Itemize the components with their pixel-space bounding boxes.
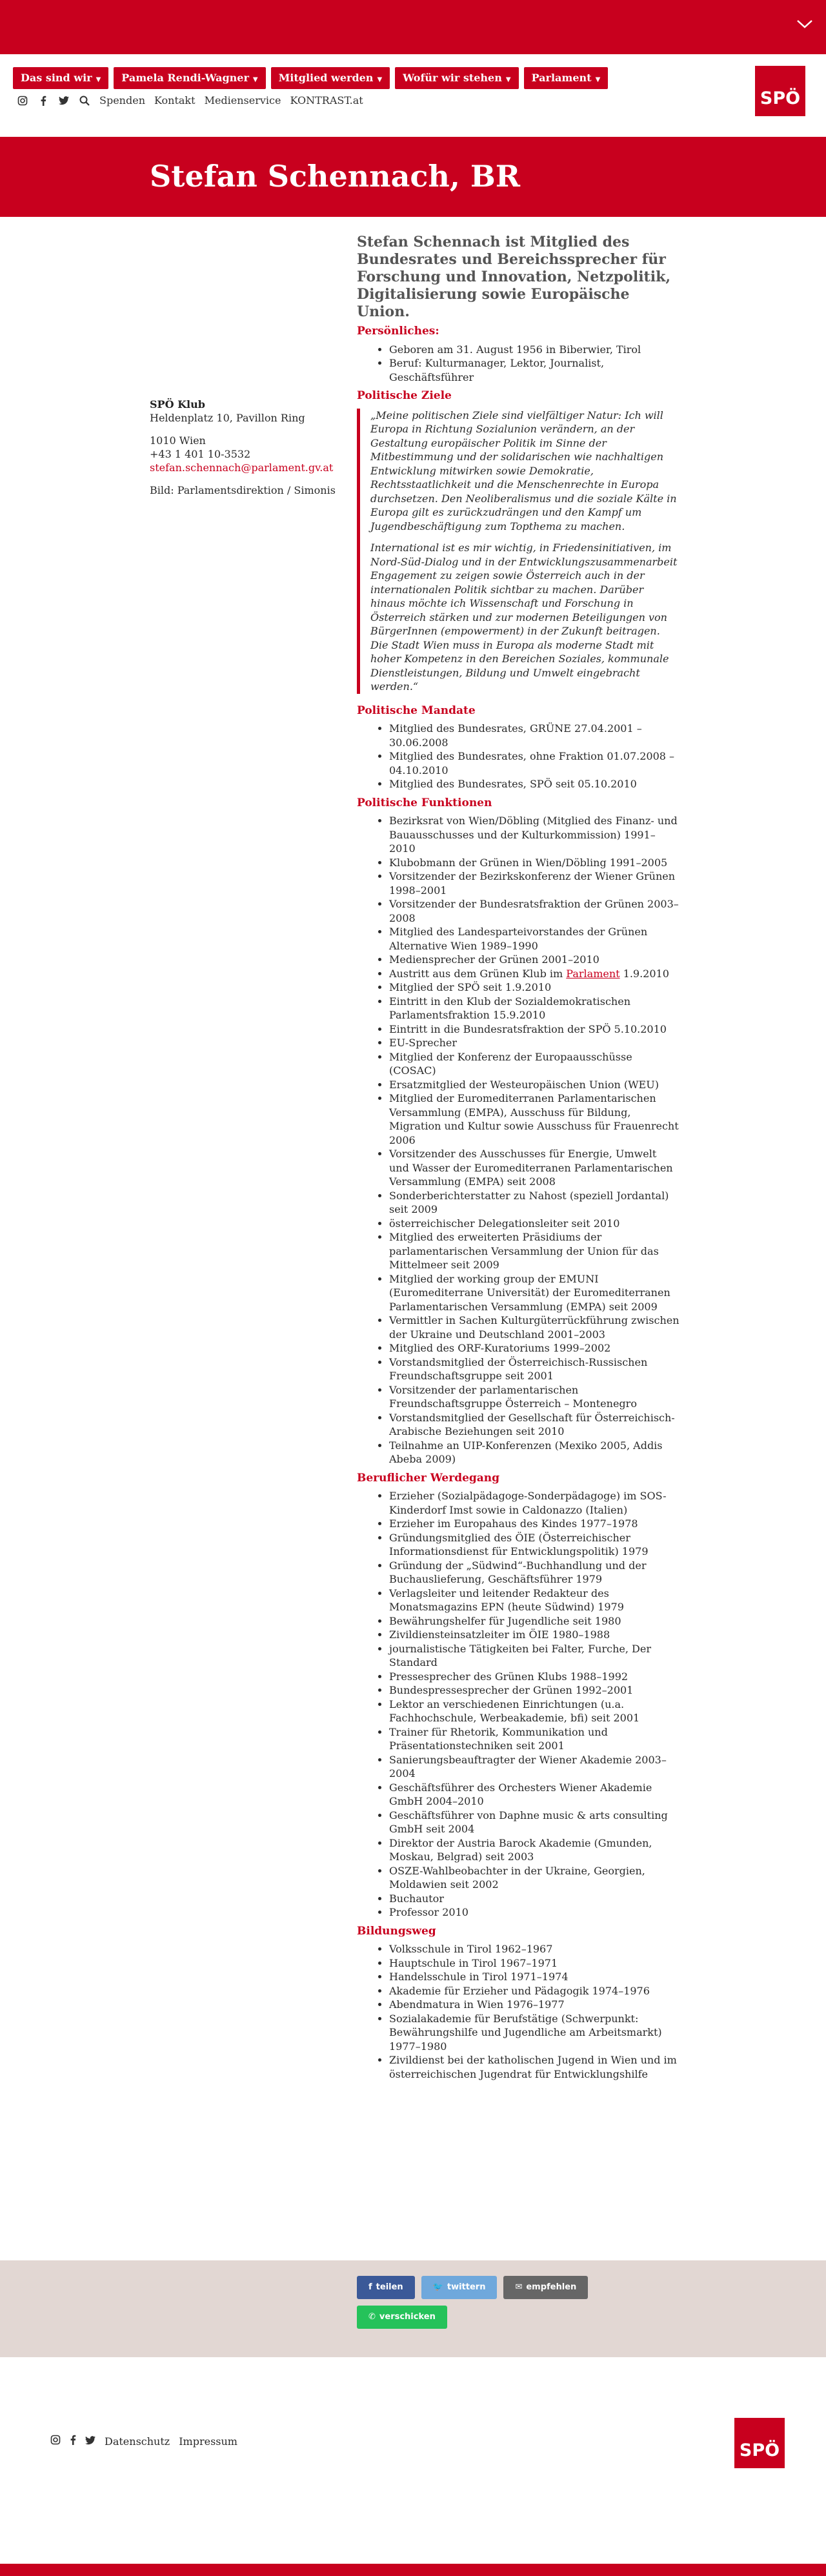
chevron-down-icon: ▼ xyxy=(505,76,511,83)
contact-email[interactable]: stefan.schennach@parlament.gv.at xyxy=(150,461,334,474)
main-content xyxy=(0,217,826,2257)
nav-item-label: Wofür wir stehen xyxy=(403,72,502,84)
list-item: • Mitglied der working group der EMUNI (Euromediterrane Universität) der Euromediterranen Parlamentarischen Versammlung (EMPA) seit 2009 xyxy=(389,1272,680,1314)
nav-item-parlament[interactable] xyxy=(524,67,609,89)
list-item: • Vorsitzender der Bundesratsfraktion der Grünen 2003–2008 xyxy=(389,897,680,925)
list-item: • Erzieher im Europahaus des Kindes 1977–1978 xyxy=(389,1517,680,1531)
list-item: • Handelsschule in Tirol 1971–1974 xyxy=(389,1970,680,1984)
footer-link-datenschutz[interactable]: Datenschutz xyxy=(105,2435,170,2448)
section-title-education: Bildungsweg xyxy=(357,1924,436,1938)
nav-item-pamela-rendi-wagner[interactable] xyxy=(114,67,265,89)
list-item: • Beruf: Kulturmanager, Lektor, Journalist, Geschäftsführer xyxy=(389,356,680,384)
list-item: • Mitglied des erweiterten Präsidiums der parlamentarischen Versammlung der Union für das Mittelmeer seit 2009 xyxy=(389,1230,680,1272)
section-title-mandates: Politische Mandate xyxy=(357,704,476,717)
list-item: • Erzieher (Sozialpädagoge-Sonderpädagoge) im SOS-Kinderdorf Imst sowie in Caldonazzo (Italien) xyxy=(389,1489,680,1517)
footer-spoe-logo[interactable]: SPÖ xyxy=(734,2418,785,2468)
list-item: • Vorstandsmitglied der Gesellschaft für Österreichisch-Arabische Beziehungen seit 2010 xyxy=(389,1411,680,1439)
sub-nav xyxy=(17,94,363,106)
list-item: • OSZE-Wahlbeobachter in der Ukraine, Georgien, Moldawien seit 2002 xyxy=(389,1864,680,1892)
nav-item-label: Parlament xyxy=(531,72,592,84)
share-whatsapp-label: verschicken xyxy=(379,2312,436,2322)
share-twitter-label: twittern xyxy=(447,2282,486,2292)
list-item: • Lektor an verschiedenen Einrichtungen (u.a. Fachhochschule, Werbeakademie, bfi) seit 2001 xyxy=(389,1698,680,1725)
list-item: • Gründungsmitglied des ÖIE (Österreichischer Informationsdienst für Entwicklungspolitik) 1979 xyxy=(389,1531,680,1559)
mandates-list xyxy=(357,722,680,791)
list-item: • Ersatzmitglied der Westeuropäischen Union (WEU) xyxy=(389,1078,680,1092)
page-title: Stefan Schennach, BR xyxy=(150,159,521,194)
chevron-down-icon[interactable] xyxy=(795,14,814,34)
share-email-button[interactable] xyxy=(503,2276,588,2299)
career-list xyxy=(357,1489,680,1920)
share-facebook-button[interactable] xyxy=(357,2276,415,2299)
share-facebook-label: teilen xyxy=(376,2282,403,2292)
twitter-icon[interactable] xyxy=(85,2435,96,2448)
list-item: • Pressesprecher des Grünen Klubs 1988–1992 xyxy=(389,1670,680,1684)
section-title-functions: Politische Funktionen xyxy=(357,796,492,809)
page-hero xyxy=(0,137,826,217)
list-item: • Eintritt in den Klub der Sozialdemokratischen Parlamentsfraktion 15.9.2010 xyxy=(389,995,680,1022)
main-nav xyxy=(13,67,608,89)
list-item: • Mediensprecher der Grünen 2001–2010 xyxy=(389,953,680,967)
chevron-down-icon: ▼ xyxy=(595,76,601,83)
list-item: • Zivildienst bei der katholischen Jugend in Wien und im österreichischen Jugendrat für Entwicklungshilfe xyxy=(389,2053,680,2081)
list-item: • Bewährungshelfer für Jugendliche seit 1980 xyxy=(389,1614,680,1628)
list-item: • Professor 2010 xyxy=(389,1905,680,1920)
subnav-link-medienservice[interactable]: Medienservice xyxy=(204,94,281,106)
contact-city: 1010 Wien xyxy=(150,434,206,447)
share-email-label: empfehlen xyxy=(526,2282,577,2292)
contact-box xyxy=(150,398,337,497)
quote-paragraph: International ist es mir wichtig, in Friedensinitiativen, im Nord-Süd-Dialog und in der Entwicklungszusammenarbeit Engagement zu zeigen sowie Österreich auch in der internationalen Politik sichtbar zu machen. Darüber hinaus möchte ich Wissenschaft und Forschung in Österreich stärken und zur modernen Beteiligungen von BürgerInnen (empowerment) in der Zukunft beitragen. Die Stadt Wien muss in Europa als moderne Stadt mit hoher Kompetenz in den Bereichen Soziales, kommunale Dienstleistungen, Bildung und Umwelt eingebracht werden.“ xyxy=(370,542,678,693)
section-title-personal: Persönliches: xyxy=(357,325,439,338)
list-item: • Eintritt in die Bundesratsfraktion der SPÖ 5.10.2010 xyxy=(389,1022,680,1037)
list-item: • Hauptschule in Tirol 1967–1971 xyxy=(389,1956,680,1971)
footer-link-impressum[interactable]: Impressum xyxy=(179,2435,237,2448)
whatsapp-icon: ✆ xyxy=(368,2312,376,2322)
bottom-bar xyxy=(0,2564,826,2576)
nav-item-das-sind-wir[interactable] xyxy=(13,67,108,89)
footer-links xyxy=(50,2435,237,2448)
bio-lead: Stefan Schennach ist Mitglied des Bundesrates und Bereichssprecher für Forschung und Innovation, Netzpolitik, Digitalisierung sowie Europäische Union. xyxy=(357,234,670,320)
bio-content xyxy=(357,234,680,2086)
list-item: • Trainer für Rhetorik, Kommunikation und Präsentationstechniken seit 2001 xyxy=(389,1725,680,1753)
nav-item-label: Das sind wir xyxy=(21,72,92,84)
envelope-icon: ✉ xyxy=(515,2282,523,2292)
list-item: • Mitglied des ORF-Kuratoriums 1999–2002 xyxy=(389,1341,680,1355)
list-item: • Sonderberichterstatter zu Nahost (speziell Jordantal) seit 2009 xyxy=(389,1189,680,1217)
list-item: • Abendmatura in Wien 1976–1977 xyxy=(389,1998,680,2012)
list-item: • Akademie für Erzieher und Pädagogik 1974–1976 xyxy=(389,1984,680,1998)
section-title-goals: Politische Ziele xyxy=(357,389,452,402)
list-item: • Mitglied des Landesparteivorstandes der Grünen Alternative Wien 1989–1990 xyxy=(389,925,680,953)
list-item: • Gründung der „Südwind“-Buchhandlung und der Buchauslieferung, Geschäftsführer 1979 xyxy=(389,1559,680,1587)
chevron-down-icon: ▼ xyxy=(252,76,258,83)
list-item: • Mitglied der SPÖ seit 1.9.2010 xyxy=(389,980,680,995)
list-item: • Verlagsleiter und leitender Redakteur des Monatsmagazins EPN (heute Südwind) 1979 xyxy=(389,1587,680,1614)
list-item: • Mitglied der Konferenz der Europaausschüsse (COSAC) xyxy=(389,1050,680,1078)
share-bar xyxy=(0,2260,826,2357)
instagram-icon[interactable] xyxy=(17,95,28,106)
list-item: • Mitglied des Bundesrates, SPÖ seit 05.10.2010 xyxy=(389,777,680,791)
facebook-icon[interactable] xyxy=(70,2435,76,2448)
search-icon[interactable] xyxy=(79,95,90,106)
list-item: • Buchautor xyxy=(389,1892,680,1906)
share-twitter-button[interactable] xyxy=(421,2276,498,2299)
twitter-icon[interactable] xyxy=(58,95,70,106)
list-item-text: Austritt aus dem Grünen Klub im xyxy=(389,967,567,980)
list-item: • Sanierungsbeauftragter der Wiener Akademie 2003–2004 xyxy=(389,1753,680,1781)
list-item: • Geboren am 31. August 1956 in Biberwier, Tirol xyxy=(389,343,680,357)
personal-list xyxy=(357,343,680,385)
list-item: • Geschäftsführer des Orchesters Wiener Akademie GmbH 2004–2010 xyxy=(389,1781,680,1809)
goals-quote xyxy=(357,409,680,694)
subnav-link-spenden[interactable]: Spenden xyxy=(99,94,145,106)
twitter-icon: 🐦 xyxy=(432,2282,443,2292)
nav-item-label: Mitglied werden xyxy=(278,72,374,84)
contact-address: Heldenplatz 10, Pavillon Ring xyxy=(150,412,305,424)
list-item: • Geschäftsführer von Daphne music & arts consulting GmbH seit 2004 xyxy=(389,1809,680,1836)
facebook-icon: f xyxy=(368,2282,372,2292)
list-item: • Vorstandsmitglied der Österreichisch-Russischen Freundschaftsgruppe seit 2001 xyxy=(389,1355,680,1383)
instagram-icon[interactable] xyxy=(50,2435,61,2448)
spoe-logo[interactable]: SPÖ xyxy=(755,66,805,116)
image-credit: Bild: Parlamentsdirektion / Simonis xyxy=(150,484,336,496)
list-item: • EU-Sprecher xyxy=(389,1036,680,1050)
list-item: • Bundespressesprecher der Grünen 1992–2001 xyxy=(389,1683,680,1698)
education-list xyxy=(357,1942,680,2081)
chevron-down-icon: ▼ xyxy=(377,76,383,83)
list-item: • Volksschule in Tirol 1962–1967 xyxy=(389,1942,680,1956)
facebook-icon[interactable] xyxy=(37,95,49,106)
top-bar xyxy=(0,0,826,54)
site-header xyxy=(0,54,826,137)
contact-phone[interactable]: +43 1 401 10-3532 xyxy=(150,448,251,460)
nav-item-label: Pamela Rendi-Wagner xyxy=(121,72,249,84)
parlament-link[interactable]: Parlament xyxy=(566,967,620,980)
share-whatsapp-button[interactable] xyxy=(357,2306,447,2329)
quote-paragraph: „Meine politischen Ziele sind vielfältiger Natur: Ich will Europa in Richtung Sozialunion verändern, an der Gestaltung europäischer Politik im Sinne der Mitbestimmung und der solidarischen wie nachhaltigen Entwicklung mitwirken sowie Demokratie, Rechtsstaatlichkeit und die Menschenrechte in Europa durchsetzen. Den Neoliberalismus und die soziale Kälte in Europa gilt es zurückzudrängen und den Kampf um Jugendbeschäftigung zum Topthema zu machen. xyxy=(370,409,677,532)
list-item: • Zivildiensteinsatzleiter im ÖIE 1980–1988 xyxy=(389,1628,680,1642)
list-item: • Bezirksrat von Wien/Döbling (Mitglied des Finanz- und Bauausschusses und der Kulturkommission) 1991–2010 xyxy=(389,814,680,856)
list-item: • Mitglied des Bundesrates, GRÜNE 27.04.2001 – 30.06.2008 xyxy=(389,722,680,749)
list-item xyxy=(389,967,680,981)
nav-item-mitglied-werden[interactable] xyxy=(271,67,390,89)
list-item: • Klubobmann der Grünen in Wien/Döbling 1991–2005 xyxy=(389,856,680,870)
list-item: • Vorsitzender der Bezirkskonferenz der Wiener Grünen 1998–2001 xyxy=(389,869,680,897)
subnav-link-kontakt[interactable]: Kontakt xyxy=(154,94,196,106)
list-item: • Vorsitzender des Ausschusses für Energie, Umwelt und Wasser der Euromediterranen Parlamentarischen Versammlung (EMPA) seit 2008 xyxy=(389,1147,680,1189)
list-item: • journalistische Tätigkeiten bei Falter, Furche, Der Standard xyxy=(389,1642,680,1670)
site-footer xyxy=(0,2357,826,2564)
contact-org: SPÖ Klub xyxy=(150,398,205,411)
list-item: • Direktor der Austria Barock Akademie (Gmunden, Moskau, Belgrad) seit 2003 xyxy=(389,1836,680,1864)
list-item: • Mitglied der Euromediterranen Parlamentarischen Versammlung (EMPA), Ausschuss für Bildung, Migration und Kultur sowie Ausschuss für Frauenrecht 2006 xyxy=(389,1091,680,1147)
list-item: • Sozialakademie für Berufstätige (Schwerpunkt: Bewährungshilfe und Jugendliche am Arbeitsmarkt) 1977–1980 xyxy=(389,2012,680,2054)
nav-item-wof-r-wir-stehen[interactable] xyxy=(395,67,518,89)
list-item: • Vorsitzender der parlamentarischen Freundschaftsgruppe Österreich – Montenegro xyxy=(389,1383,680,1411)
subnav-link-kontrast[interactable]: KONTRAST.at xyxy=(290,94,363,106)
list-item: • Teilnahme an UIP-Konferenzen (Mexiko 2005, Addis Abeba 2009) xyxy=(389,1439,680,1466)
list-item: • Vermittler in Sachen Kulturgüterrückführung zwischen der Ukraine und Deutschland 2001–2003 xyxy=(389,1313,680,1341)
list-item-text: 1.9.2010 xyxy=(620,967,669,980)
list-item: • österreichischer Delegationsleiter seit 2010 xyxy=(389,1217,680,1231)
list-item: • Mitglied des Bundesrates, ohne Fraktion 01.07.2008 – 04.10.2010 xyxy=(389,749,680,777)
section-title-career: Beruflicher Werdegang xyxy=(357,1471,500,1485)
functions-list xyxy=(357,814,680,1466)
chevron-down-icon: ▼ xyxy=(96,76,101,83)
